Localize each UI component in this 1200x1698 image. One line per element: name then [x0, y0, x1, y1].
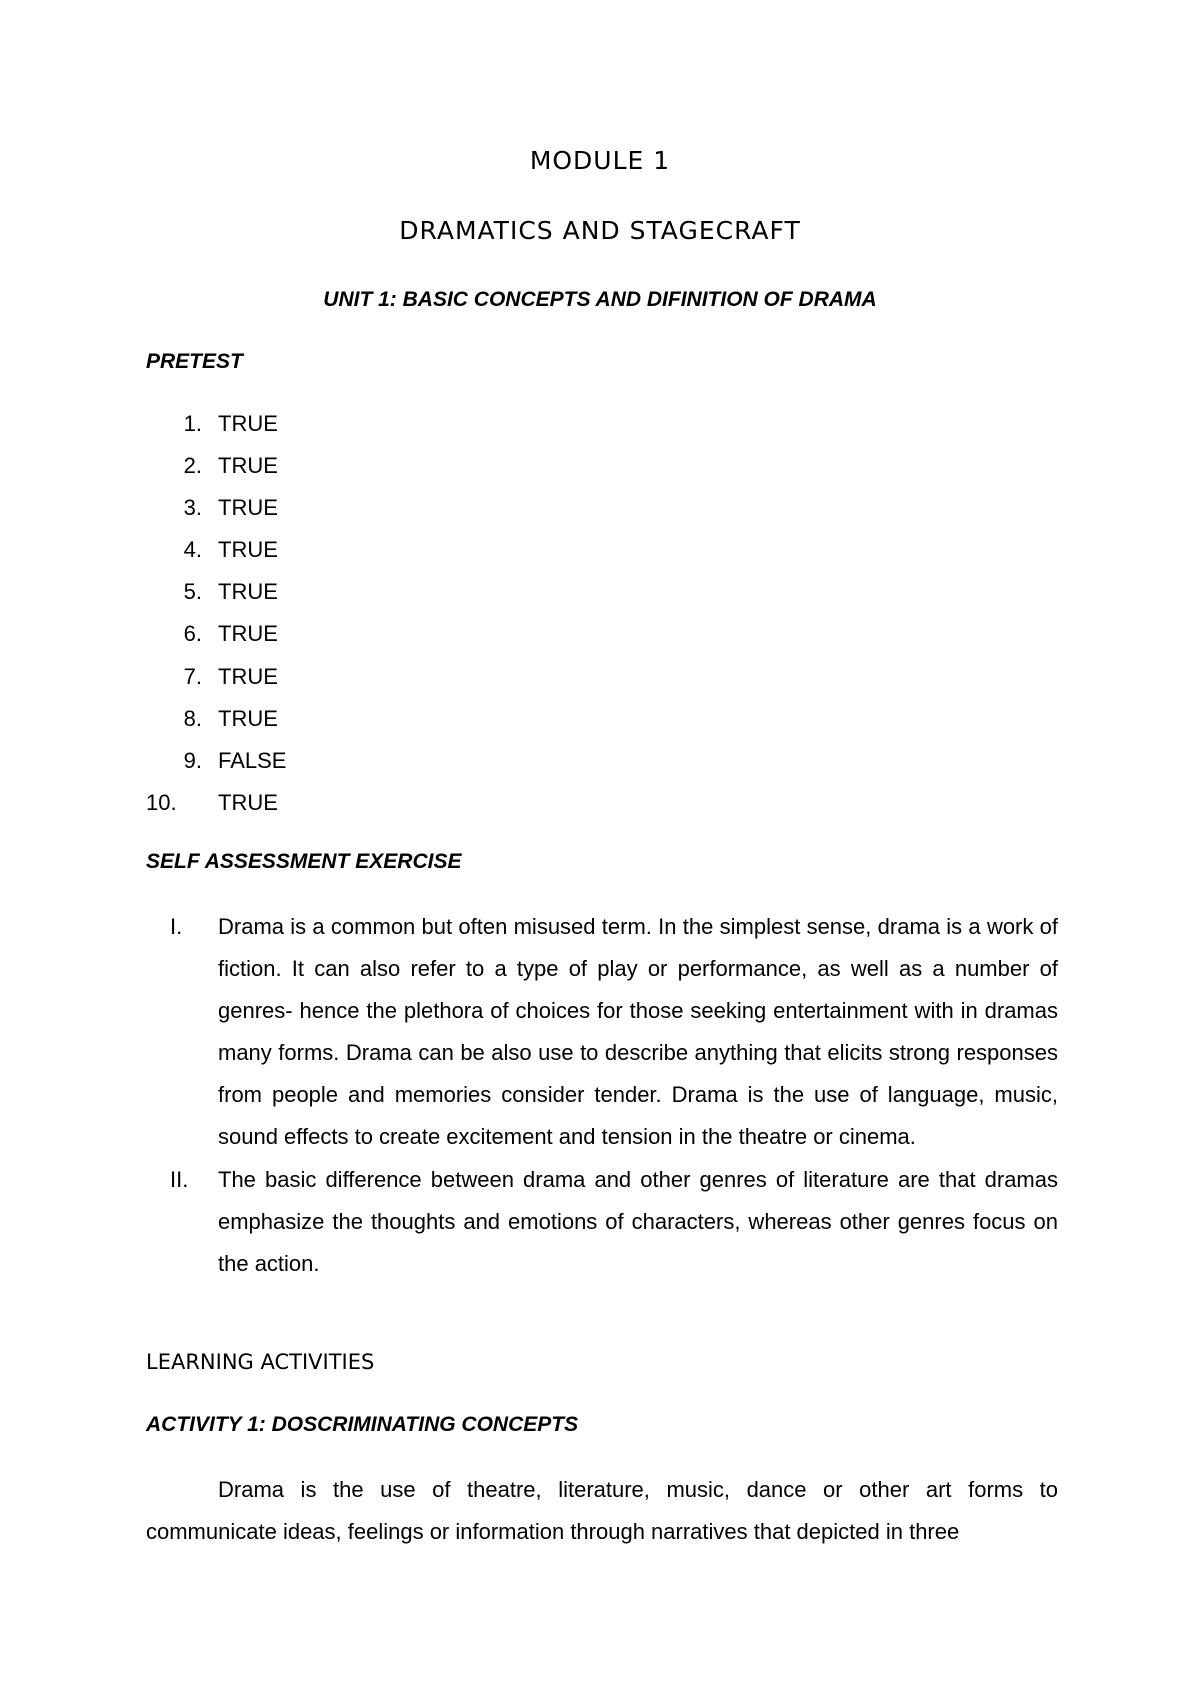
item-number: 8.: [183, 705, 202, 731]
self-assessment-heading: SELF ASSESSMENT EXERCISE: [146, 850, 462, 873]
item-number: 3.: [183, 495, 202, 521]
activity1-paragraph: Drama is the use of theatre, literature, music, dance or other art forms to communicate ideas, feelings or information through narratives that depicted in three: [146, 1477, 1058, 1545]
item-number: 5.: [183, 579, 202, 605]
item-number: 1.: [183, 411, 202, 436]
item-answer: TRUE: [218, 537, 278, 563]
list-item: [146, 487, 278, 529]
item-number: 6.: [183, 621, 202, 647]
list-item: [146, 403, 278, 445]
item-number: 10.: [146, 789, 177, 815]
list-item: [146, 613, 278, 655]
list-item: [146, 445, 278, 487]
item-answer: TRUE: [218, 579, 278, 605]
item-answer: FALSE: [218, 747, 287, 773]
pretest-heading: PRETEST: [146, 350, 243, 373]
item-text: The basic difference between drama and other genres of literature are that dramas emphasize the thoughts and emotions of characters, whereas other genres focus on the action.: [218, 1166, 1058, 1276]
item-numeral: I.: [170, 914, 183, 939]
item-number: 9.: [183, 747, 202, 773]
item-answer: TRUE: [218, 663, 278, 689]
item-answer: TRUE: [218, 495, 278, 521]
item-numeral: II.: [170, 1166, 189, 1192]
item-answer: TRUE: [218, 621, 278, 647]
list-item: [146, 529, 278, 571]
unit-heading: UNIT 1: BASIC CONCEPTS AND DIFINITION OF DRAMA: [323, 288, 877, 311]
item-answer: TRUE: [218, 411, 278, 436]
item-answer: TRUE: [218, 705, 278, 731]
pretest-answer-list: [146, 403, 287, 824]
list-item: [146, 906, 1058, 1159]
item-answer: TRUE: [218, 453, 278, 479]
module-subtitle: DRAMATICS AND STAGECRAFT: [399, 216, 801, 245]
item-number: 7.: [183, 663, 202, 689]
item-number: 2.: [183, 453, 202, 479]
list-item: [146, 698, 278, 740]
activity1-heading: ACTIVITY 1: DOSCRIMINATING CONCEPTS: [146, 1413, 579, 1436]
self-assessment-list: [146, 906, 1058, 1285]
list-item: [146, 656, 278, 698]
item-answer: TRUE: [218, 789, 278, 815]
item-text: Drama is a common but often misused term. In the simplest sense, drama is a work of fiction. It can also refer to a type of play or performance, as well as a number of genres- hence the plethora of choices for those seeking entertainment with in dramas many forms. Drama can be also use to describe anything that elicits strong responses from people and memories consider tender. Drama is the use of language, music, sound effects to create excitement and tension in the theatre or cinema.: [218, 914, 1058, 1150]
list-item: [146, 740, 287, 782]
list-item: [146, 571, 278, 613]
module-title: MODULE 1: [529, 146, 671, 175]
learning-activities-heading: LEARNING ACTIVITIES: [146, 1350, 375, 1374]
item-number: 4.: [183, 537, 202, 563]
list-item: [146, 1159, 1058, 1285]
list-item: [146, 782, 278, 824]
